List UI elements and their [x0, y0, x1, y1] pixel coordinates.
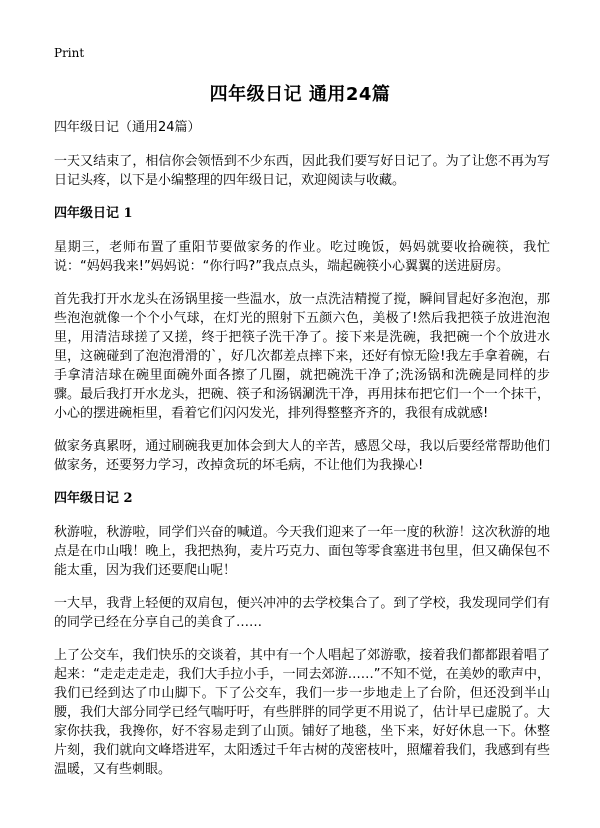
page-title: 四年级日记 通用24篇 — [209, 84, 391, 105]
paragraph: 星期三，老师布置了重阳节要做家务的作业。吃过晚饭，妈妈就要收拾碗筷，我忙说：“妈妈我来!”妈妈说：“你行吗?”我点点头，端起碗筷小心翼翼的送进厨房。 — [54, 240, 550, 274]
paragraph: 秋游啦，秋游啦，同学们兴奋的喊道。今天我们迎来了一年一度的秋游！这次秋游的地点是在巾山哦！晚上，我把热狗，麦片巧克力、面包等零食塞进书包里，但又确保包不能太重，因为我们还要爬山呢！ — [54, 525, 550, 578]
paragraph: 上了公交车，我们快乐的交谈着，其中有一个人唱起了郊游歌，接着我们都都跟着唱了起来：“走走走走走，我们大手拉小手，一同去郊游……”不知不觉，在美妙的歌声中，我们已经到达了巾山脚下。下了公交车，我们一步一步地走上了台阶，但还没到半山腰，我们大部分同学已经气喘吁吁，有些胖胖的同学更不用说了，估计早已虚脱了。大家你扶我，我搀你，好不容易走到了山顶。铺好了地毯，坐下来，好好休息一下。休整片刻，我们就向文峰塔进军，太阳透过千年古树的茂密枝叶，照耀着我们，我感到有些温暖，又有些刺眼。 — [54, 648, 550, 777]
section-heading: 四年级日记 1 — [54, 206, 133, 221]
paragraph: 首先我打开水龙头在汤锅里接一些温水，放一点洗洁精搅了搅，瞬间冒起好多泡泡，那些泡泡就像一个个小气球，在灯光的照射下五颜六色，美极了!然后我把筷子放进泡泡里，用清洁球搓了又搓，终于把筷子洗干净了。接下来是洗碗，我把碗一个个放进水里，这碗碰到了泡泡滑滑的`，好几次都差点摔下来，还好有惊无险!我左手拿着碗，右手拿清洁球在碗里面碗外面各擦了几圈，就把碗洗干净了;洗汤锅和洗碗是同样的步骤。最后我打开水龙头，把碗、筷子和汤锅涮洗干净，再用抹布把它们一个一个抹干，小心的摆进碗柜里，看着它们闪闪发光，排列得整整齐齐的，我很有成就感! — [54, 292, 550, 421]
section-heading: 四年级日记 2 — [54, 491, 133, 506]
paragraph: 做家务真累呀，通过刷碗我更加体会到大人的辛苦，感恩父母，我以后要经常帮助他们做家务，还要努力学习，改掉贪玩的坏毛病，不让他们为我操心! — [54, 439, 550, 473]
intro-paragraph: 一天又结束了，相信你会领悟到不少东西，因此我们要写好日记了。为了让您不再为写日记头疼，以下是小编整理的四年级日记，欢迎阅读与收藏。 — [54, 154, 550, 188]
print-label[interactable]: Print — [54, 46, 85, 60]
paragraph: 一大早，我背上轻便的双肩包，便兴冲冲的去学校集合了。到了学校，我发现同学们有的同学已经在分享自己的美食了…… — [54, 596, 550, 630]
document-content — [54, 118, 550, 793]
document-subtitle: 四年级日记（通用24篇） — [54, 120, 201, 135]
